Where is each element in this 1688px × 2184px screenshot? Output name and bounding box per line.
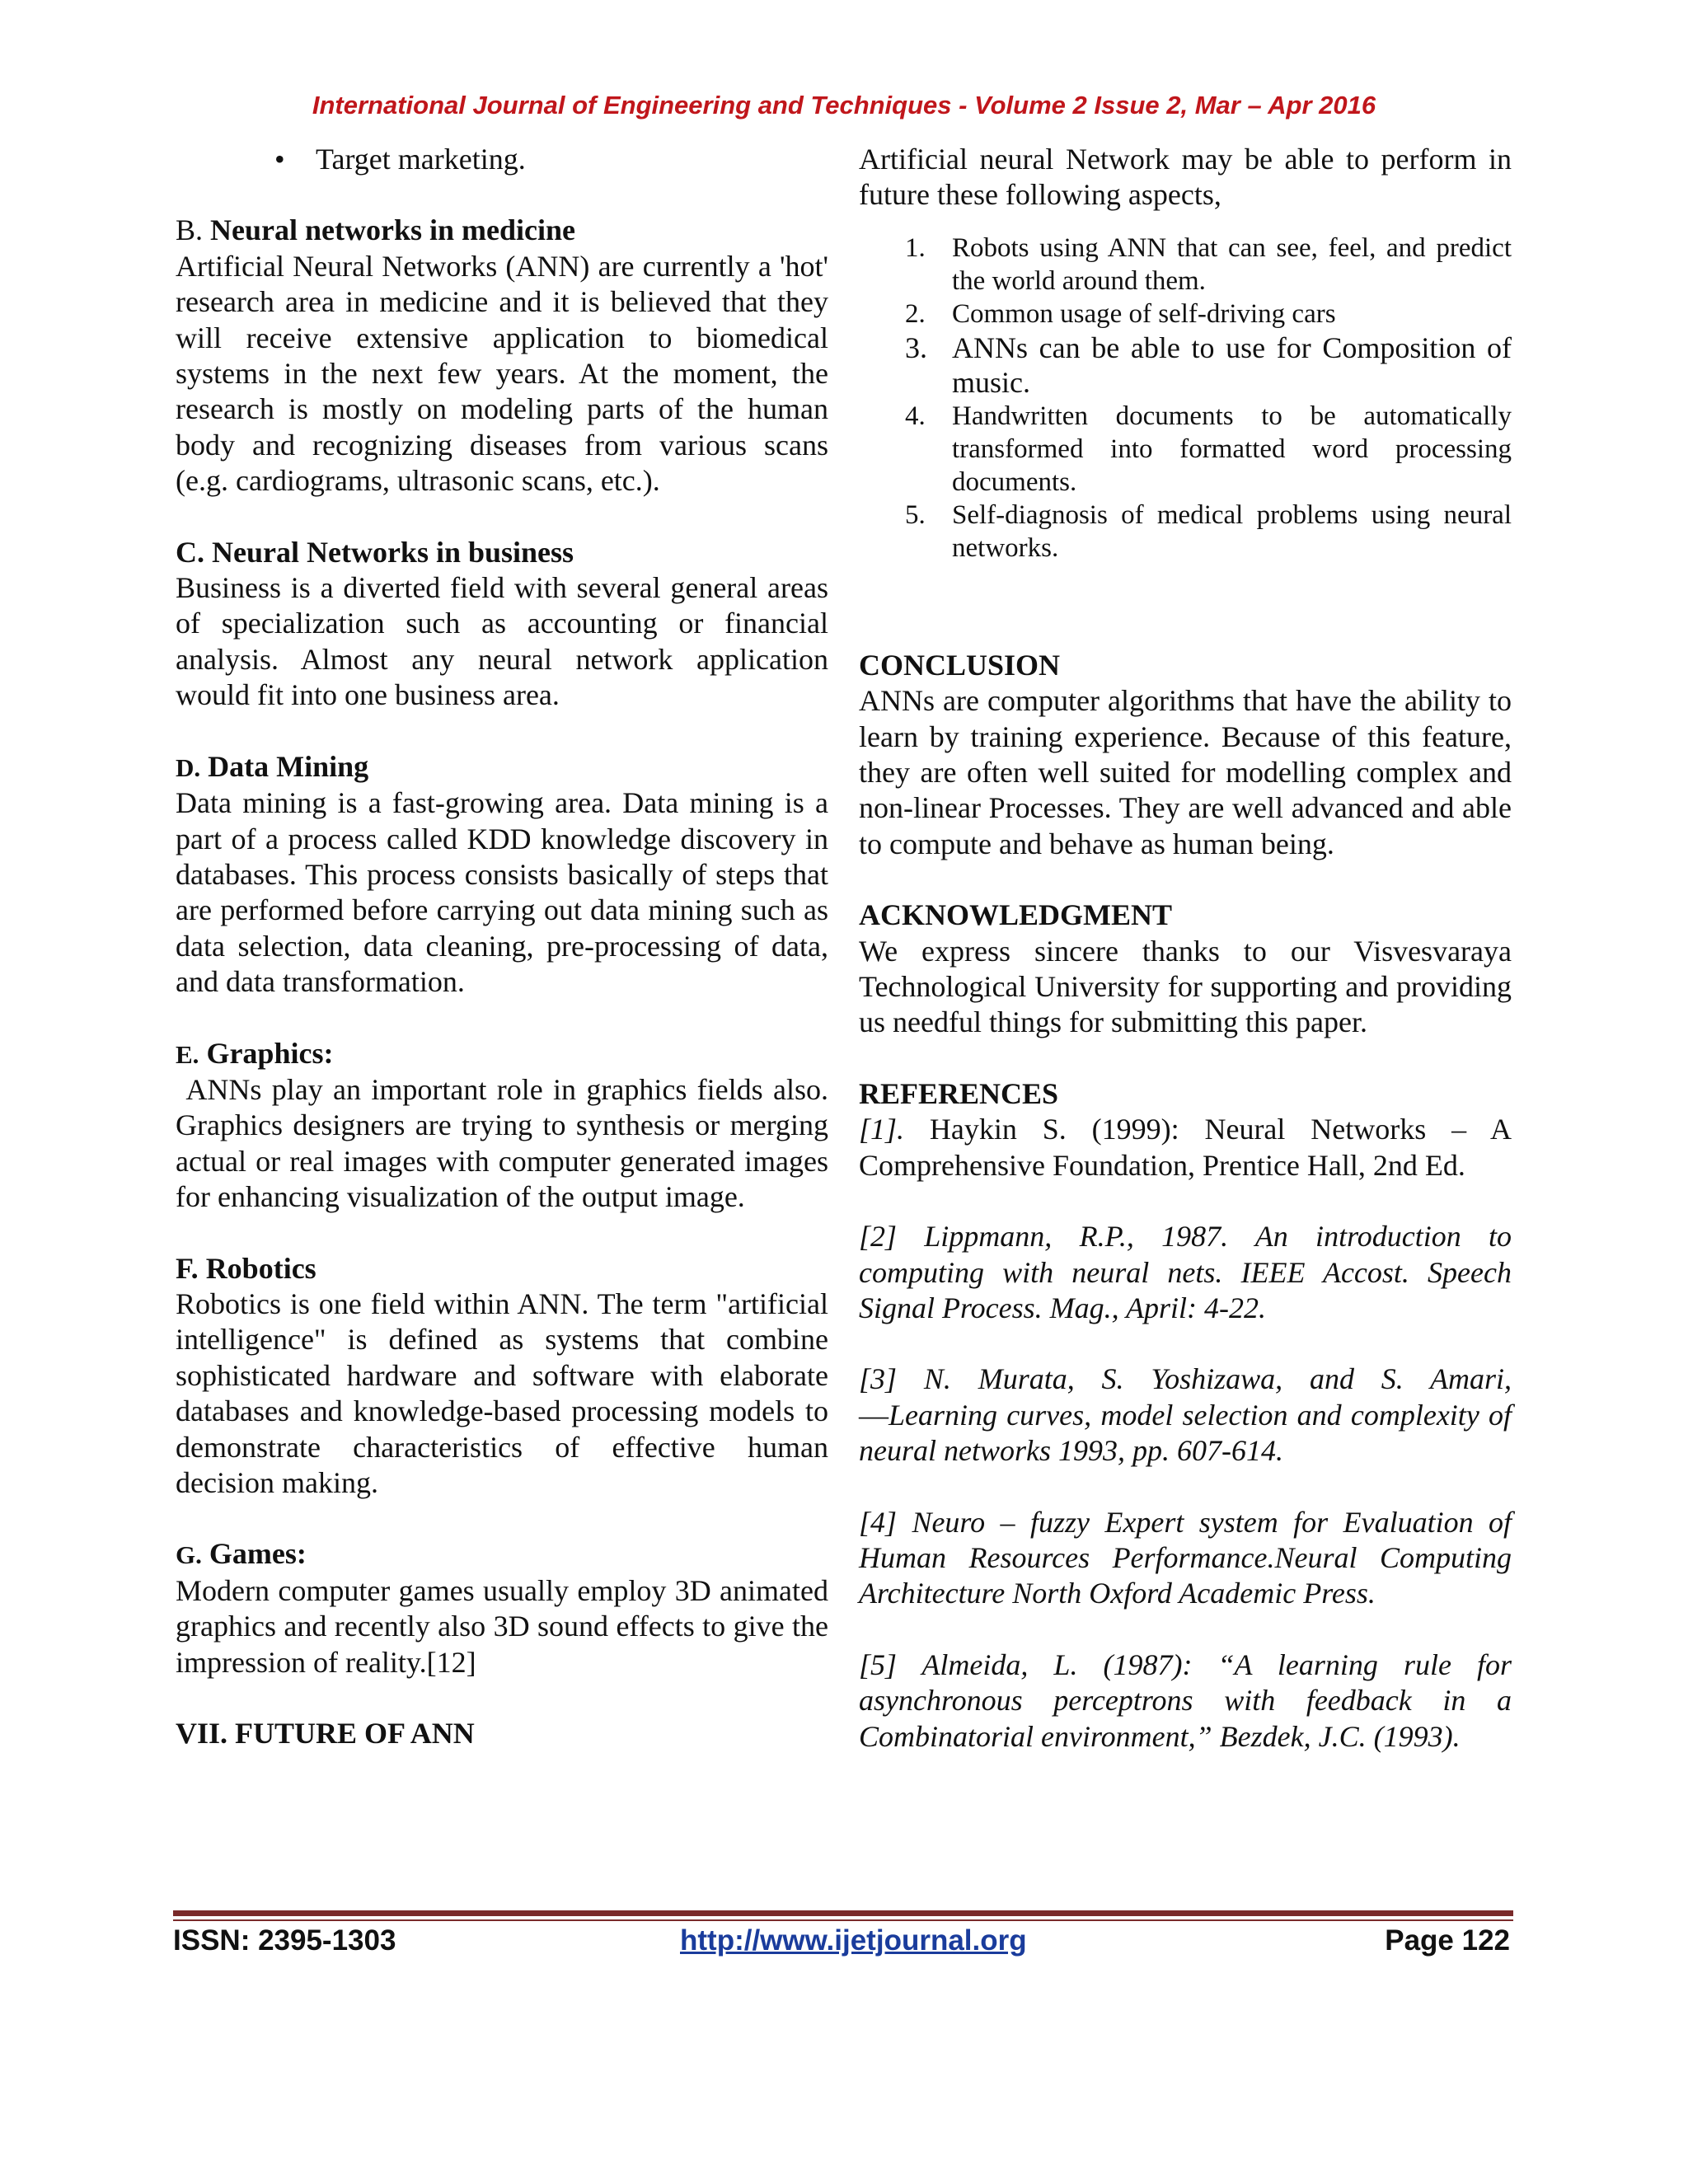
conclusion-body: ANNs are computer algorithms that have the ability to learn by training experience. Because of this feature, they are often well suited for modelling complex and non-linear Processes. They are well advanced and able to compute and behave as human being.	[859, 684, 1512, 860]
section-body-robotics: Robotics is one field within ANN. The term "artificial intelligence" is defined as systems that combine sophisticated hardware and software with elaborate databases and knowledge-based processing models to demonstrate characteristics of effective human decision making.	[176, 1286, 828, 1499]
list-item	[859, 499, 1512, 565]
section-title: Data Mining	[208, 749, 369, 783]
issn-label: ISSN: 2395-1303	[173, 1924, 396, 1957]
section-heading-business	[176, 535, 828, 570]
list-text: Robots using ANN that can see, feel, and predict the world around them.	[952, 232, 1512, 296]
reference-text: Haykin S. (1999): Neural Networks – A Comprehensive Foundation, Prentice Hall, 2nd Ed.	[859, 1113, 1512, 1182]
section-title: Graphics:	[206, 1036, 334, 1070]
references-heading: REFERENCES	[859, 1076, 1059, 1110]
section-heading-robotics	[176, 1251, 828, 1286]
reference-2: [2] Lippmann, R.P., 1987. An introduction to computing with neural nets. IEEE Accost. Speech Signal Process. Mag., April: 4-22.	[859, 1220, 1512, 1324]
bullet-item	[176, 142, 828, 177]
section-letter: G.	[176, 1540, 202, 1570]
list-number: 1.	[905, 232, 926, 263]
acknowledgment-heading: ACKNOWLEDGMENT	[859, 898, 1173, 932]
section-title: Neural Networks in business	[212, 535, 574, 569]
reference-3: [3] N. Murata, S. Yoshizawa, and S. Amari, ―Learning curves, model selection and complexity of neural networks 1993, pp. 607-614.	[859, 1362, 1512, 1468]
right-column	[859, 142, 1512, 1755]
list-number: 4.	[905, 401, 926, 431]
list-item	[859, 232, 1512, 298]
section-heading-future: VII. FUTURE OF ANN	[176, 1717, 475, 1750]
section-body-medicine: Artificial Neural Networks (ANN) are currently a 'hot' research area in medicine and it is believed that they will receive extensive application to biomedical systems in the next few years. At the moment, the research is mostly on modeling parts of the human body and recognizing diseases from various scans (e.g. cardiograms, ultrasonic scans, etc.).	[176, 249, 828, 498]
journal-link[interactable]: http://www.ijetjournal.org	[680, 1924, 1027, 1957]
section-title: Robotics	[205, 1251, 316, 1285]
page-number: Page 122	[1385, 1924, 1510, 1957]
left-column	[176, 142, 828, 1751]
reference-4: [4] Neuro – fuzzy Expert system for Evaluation of Human Resources Performance.Neural Computing Architecture North Oxford Academic Press.	[859, 1505, 1512, 1610]
list-item	[859, 400, 1512, 499]
footer-divider-thin	[173, 1919, 1513, 1921]
list-number: 3.	[905, 330, 927, 364]
section-letter: E.	[176, 1039, 199, 1069]
section-title: Games:	[209, 1537, 307, 1571]
section-letter: F.	[176, 1251, 199, 1285]
section-heading-medicine	[176, 213, 828, 248]
reference-1	[859, 1112, 1512, 1183]
list-item	[859, 330, 1512, 400]
footer-divider	[173, 1910, 1513, 1916]
reference-5: [5] Almeida, L. (1987): “A learning rule for asynchronous perceptrons with feedback in a Combinatorial environment,” Bezdek, J.C. (1993).	[859, 1647, 1512, 1753]
section-heading-games	[176, 1536, 828, 1572]
section-heading-graphics	[176, 1036, 828, 1072]
section-body-business: Business is a diverted field with several general areas of specialization such as accounting or financial analysis. Almost any neural network application would fit into one business area.	[176, 571, 828, 712]
section-letter: B.	[176, 213, 204, 247]
list-number: 2.	[905, 298, 926, 329]
list-text: Self-diagnosis of medical problems using neural networks.	[952, 499, 1512, 563]
page-footer	[173, 1924, 1513, 1966]
section-title: Neural networks in medicine	[210, 213, 575, 247]
journal-header: International Journal of Engineering and Techniques - Volume 2 Issue 2, Mar – Apr 2016	[312, 91, 1376, 120]
section-letter: C.	[176, 535, 204, 569]
list-text: ANNs can be able to use for Composition of music.	[952, 330, 1512, 399]
bullet-dot-icon: •	[274, 143, 285, 176]
section-letter: D.	[176, 752, 201, 782]
list-item	[859, 298, 1512, 330]
section-body-text: ANNs play an important role in graphics fields also. Graphics designers are trying to synthesis or merging actual or real images with computer generated images for enhancing visualization of the output image.	[176, 1072, 829, 1214]
bullet-text: Target marketing.	[316, 143, 526, 176]
acknowledgment-body: We express sincere thanks to our Visvesvaraya Technological University for supporting and providing us needful things for submitting this paper.	[859, 934, 1512, 1039]
section-body-games: Modern computer games usually employ 3D animated graphics and recently also 3D sound effects to give the impression of reality.[12]	[176, 1573, 828, 1679]
list-number: 5.	[905, 499, 926, 530]
section-heading-datamining	[176, 749, 828, 785]
section-body-graphics	[176, 1072, 828, 1216]
section-body-datamining: Data mining is a fast-growing area. Data mining is a part of a process called KDD knowledge discovery in databases. This process consists basically of steps that are performed before carrying out data mining such as data selection, data cleaning, pre-processing of data, and data transformation.	[176, 786, 828, 999]
future-intro: Artificial neural Network may be able to perform in future these following aspects,	[859, 143, 1512, 212]
reference-label: [1].	[859, 1113, 905, 1146]
conclusion-heading: CONCLUSION	[859, 648, 1061, 682]
future-list	[859, 232, 1512, 565]
list-text: Handwritten documents to be automatically transformed into formatted word processing documents.	[952, 401, 1512, 497]
list-text: Common usage of self-driving cars	[952, 298, 1336, 329]
